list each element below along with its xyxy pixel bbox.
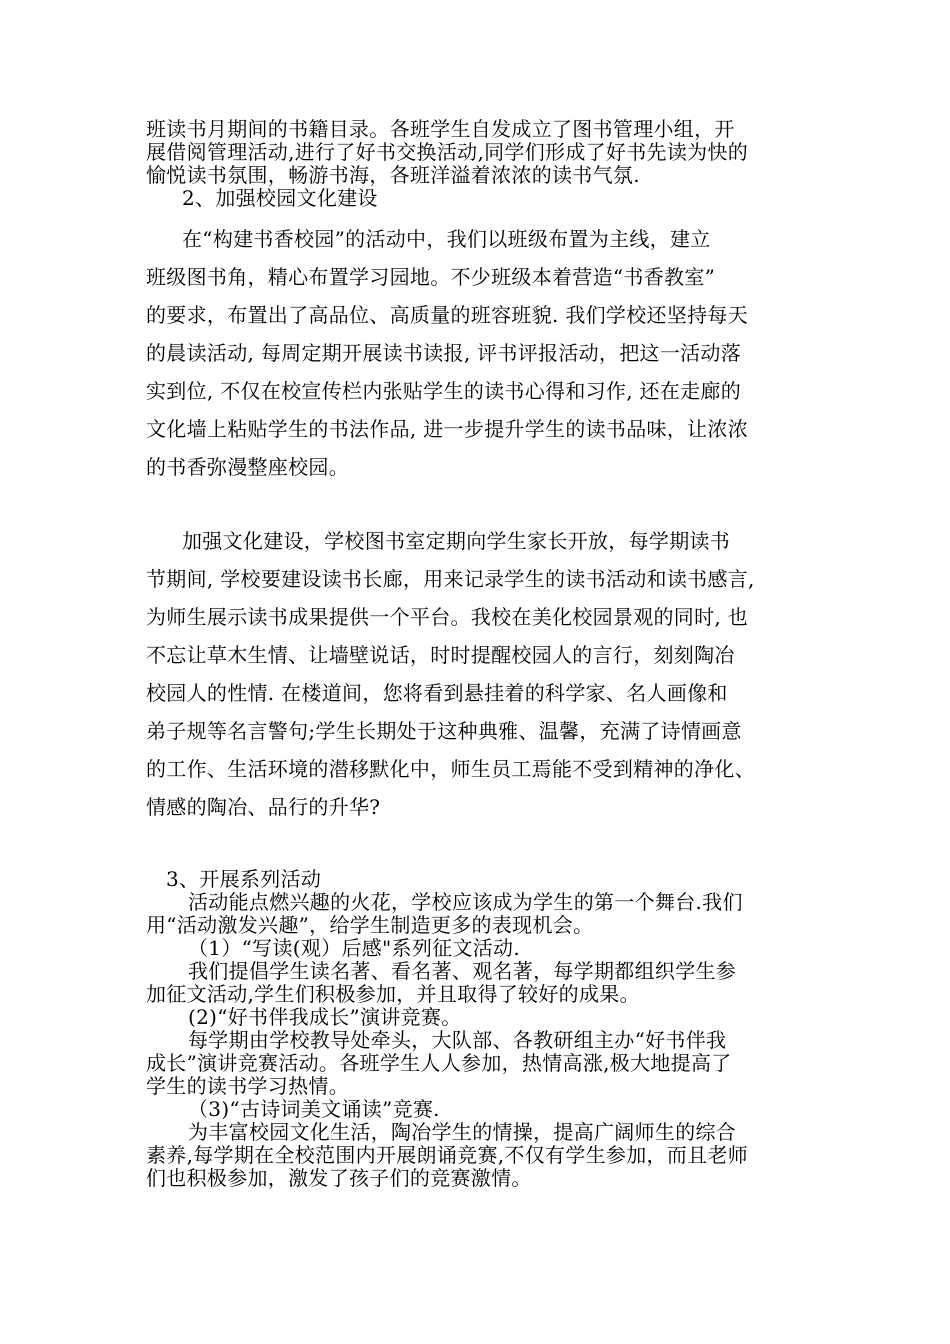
text-line: 班读书月期间的书籍目录。各班学生自发成立了图书管理小组，开 [146,117,735,141]
text-line: 情感的陶冶、品行的升华? [146,795,381,819]
paragraph-speech [146,1029,816,1098]
heading-text: 2、加强校园文化建设 [182,186,378,210]
paragraph-recitation [146,1121,816,1190]
text-line: 愉悦读书氛围，畅游书海，各班洋溢着浓浓的读书气氛. [146,163,640,187]
document-page [146,118,816,1190]
text-line: 的书香弥漫整座校园。 [146,455,349,479]
paragraph-essay [146,960,816,1006]
paragraph-campus-culture [146,220,816,486]
text-line: 加征文活动,学生们积极参加，并且取得了较好的成果。 [146,982,640,1006]
text-line: 弟子规等名言警句;学生长期处于这种典雅、温馨，充满了诗情画意 [146,719,742,743]
text-line: 我们提倡学生读名著、看名著、观名著，每学期都组织学生参 [188,959,737,983]
text-line: 不忘让草木生情、让墙壁说话，时时提醒校园人的言行，刻刻陶冶 [146,643,735,667]
section-heading-2 [146,187,816,210]
text-line: 节期间, 学校要建设读书长廊，用来记录学生的读书活动和读书感言, [146,567,755,591]
paragraph-activities [146,891,816,937]
text-line: 展借阅管理活动,进行了好书交换活动,同学们形成了好书先读为快的 [146,140,749,164]
text-line: 实到位, 不仅在校宣传栏内张贴学生的读书心得和习作, 还在走廊的 [146,379,742,403]
text-line: 文化墙上粘贴学生的书法作品, 进一步提升学生的读书品味，让浓浓 [146,417,749,441]
subheading-text: (2)“好书伴我成长”演讲竞赛。 [188,1005,462,1029]
text-line: 们也积极参加，激发了孩子们的竞赛激情。 [146,1166,532,1190]
text-line: 活动能点燃兴趣的火花，学校应该成为学生的第一个舞台.我们 [188,890,743,914]
section-heading-3 [146,868,816,891]
text-line: 的工作、生活环境的潜移默化中，师生员工焉能不受到精神的净化、 [146,757,755,781]
text-line: 的要求，布置出了高品位、高质量的班容班貌. 我们学校还坚持每天 [146,303,749,327]
subheading-essay [146,937,816,960]
paragraph-book-month [146,118,816,187]
text-line: 校园人的性情. 在楼道间，您将看到悬挂着的科学家、名人画像和 [146,681,728,705]
subheading-speech [146,1006,816,1029]
text-line: 每学期由学校教导处牵头，大队部、各教研组主办“好书伴我 [188,1028,727,1052]
text-line: 为丰富校园文化生活，陶冶学生的情操，提高广阔师生的综合 [188,1120,737,1144]
text-line: 加强文化建设，学校图书室定期向学生家长开放，每学期读书 [182,529,731,553]
subheading-text: （1）“写读(观）后感"系列征文活动. [188,936,521,960]
text-line: 在“构建书香校园”的活动中，我们以班级布置为主线，建立 [182,227,711,251]
heading-text: 3、开展系列活动 [166,867,322,891]
text-line: 成长”演讲竞赛活动。各班学生人人参加，热情高涨,极大地提高了 [146,1051,732,1075]
text-line: 学生的读书学习热情。 [146,1074,349,1098]
text-line: 为师生展示读书成果提供一个平台。我校在美化校园景观的同时, 也 [146,605,749,629]
text-line: 用“活动激发兴趣”，给学生制造更多的表现机会。 [146,913,594,937]
text-line: 的晨读活动, 每周定期开展读书读报, 评书评报活动，把这一活动落 [146,341,742,365]
subheading-text: （3)“古诗词美文诵读”竞赛. [188,1097,440,1121]
subheading-recitation [146,1098,816,1121]
text-line: 素养,每学期在全校范围内开展朗诵竞赛,不仅有学生参加，而且老师 [146,1143,749,1167]
text-line: 班级图书角，精心布置学习园地。不少班级本着营造“书香教室” [146,265,716,289]
paragraph-library-open [146,522,816,826]
